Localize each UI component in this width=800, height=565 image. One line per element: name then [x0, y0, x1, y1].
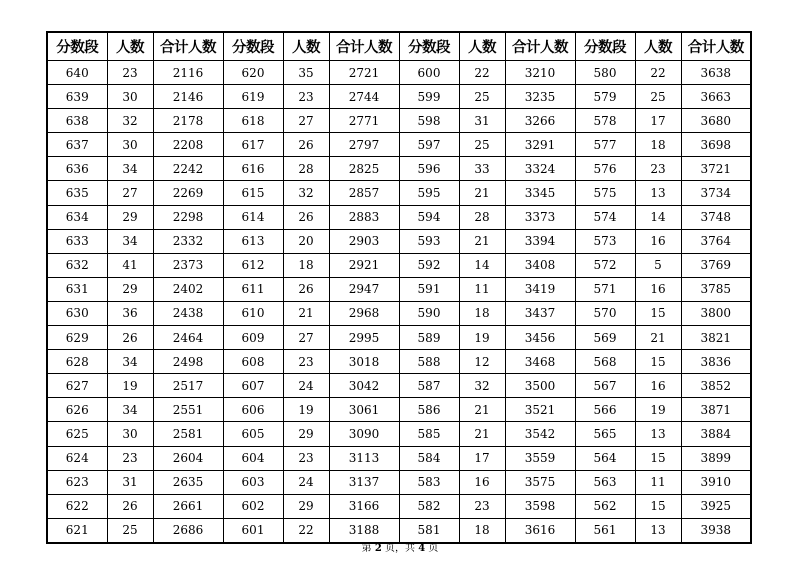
table-cell-score-range: 605	[223, 422, 283, 446]
table-row	[47, 133, 751, 157]
table-cell-count: 19	[107, 374, 153, 398]
table-cell-count: 31	[107, 470, 153, 494]
table-cell-count: 34	[107, 350, 153, 374]
table-cell-cumulative-count: 2517	[153, 374, 223, 398]
table-cell-count: 32	[283, 181, 329, 205]
column-header-score-range: 分数段	[575, 32, 635, 61]
table-cell-count: 31	[459, 109, 505, 133]
column-header-cumulative-count: 合计人数	[329, 32, 399, 61]
table-cell-score-range: 623	[47, 470, 107, 494]
table-cell-count: 30	[107, 133, 153, 157]
footer-page-number: 2	[374, 543, 382, 554]
column-header-cumulative-count: 合计人数	[153, 32, 223, 61]
table-cell-count: 23	[283, 446, 329, 470]
table-cell-count: 15	[635, 446, 681, 470]
table-cell-score-range: 601	[223, 518, 283, 543]
table-cell-cumulative-count: 2298	[153, 205, 223, 229]
table-row	[47, 301, 751, 325]
table-cell-count: 41	[107, 253, 153, 277]
table-cell-count: 36	[107, 301, 153, 325]
table-cell-score-range: 588	[399, 350, 459, 374]
table-cell-score-range: 628	[47, 350, 107, 374]
table-cell-cumulative-count: 3113	[329, 446, 399, 470]
table-cell-cumulative-count: 3785	[681, 277, 751, 301]
table-cell-cumulative-count: 3018	[329, 350, 399, 374]
table-cell-cumulative-count: 2921	[329, 253, 399, 277]
footer-total-pages: 4	[418, 543, 426, 554]
table-cell-count: 21	[459, 181, 505, 205]
table-cell-cumulative-count: 3871	[681, 398, 751, 422]
table-cell-score-range: 630	[47, 301, 107, 325]
table-row	[47, 374, 751, 398]
table-cell-cumulative-count: 2269	[153, 181, 223, 205]
table-cell-cumulative-count: 3899	[681, 446, 751, 470]
table-cell-count: 17	[635, 109, 681, 133]
table-cell-count: 29	[107, 277, 153, 301]
table-cell-cumulative-count: 3598	[505, 494, 575, 518]
column-header-score-range: 分数段	[399, 32, 459, 61]
table-cell-count: 22	[635, 61, 681, 85]
table-cell-count: 5	[635, 253, 681, 277]
table-cell-cumulative-count: 3764	[681, 229, 751, 253]
table-cell-count: 16	[635, 374, 681, 398]
table-cell-score-range: 571	[575, 277, 635, 301]
table-row	[47, 350, 751, 374]
table-cell-cumulative-count: 2635	[153, 470, 223, 494]
table-cell-score-range: 633	[47, 229, 107, 253]
table-cell-score-range: 604	[223, 446, 283, 470]
table-cell-cumulative-count: 3698	[681, 133, 751, 157]
table-cell-count: 17	[459, 446, 505, 470]
table-cell-score-range: 603	[223, 470, 283, 494]
table-cell-score-range: 637	[47, 133, 107, 157]
table-cell-count: 26	[107, 494, 153, 518]
table-cell-score-range: 610	[223, 301, 283, 325]
table-cell-cumulative-count: 2995	[329, 326, 399, 350]
table-cell-cumulative-count: 3734	[681, 181, 751, 205]
table-cell-count: 25	[459, 85, 505, 109]
table-cell-cumulative-count: 2661	[153, 494, 223, 518]
table-cell-score-range: 584	[399, 446, 459, 470]
table-cell-score-range: 615	[223, 181, 283, 205]
table-row	[47, 446, 751, 470]
table-cell-cumulative-count: 3468	[505, 350, 575, 374]
table-cell-cumulative-count: 3210	[505, 61, 575, 85]
table-cell-count: 22	[459, 61, 505, 85]
table-cell-cumulative-count: 2146	[153, 85, 223, 109]
table-row	[47, 253, 751, 277]
table-cell-score-range: 564	[575, 446, 635, 470]
table-cell-count: 26	[283, 205, 329, 229]
table-row	[47, 277, 751, 301]
table-row	[47, 494, 751, 518]
table-cell-count: 18	[635, 133, 681, 157]
table-cell-cumulative-count: 3800	[681, 301, 751, 325]
table-cell-count: 35	[283, 61, 329, 85]
table-cell-cumulative-count: 3373	[505, 205, 575, 229]
table-cell-score-range: 590	[399, 301, 459, 325]
column-header-score-range: 分数段	[47, 32, 107, 61]
table-cell-cumulative-count: 3324	[505, 157, 575, 181]
table-cell-cumulative-count: 2968	[329, 301, 399, 325]
table-cell-cumulative-count: 2825	[329, 157, 399, 181]
table-cell-count: 29	[283, 422, 329, 446]
table-cell-count: 22	[283, 518, 329, 543]
table-cell-count: 32	[107, 109, 153, 133]
table-cell-cumulative-count: 2332	[153, 229, 223, 253]
table-cell-score-range: 597	[399, 133, 459, 157]
table-cell-cumulative-count: 2581	[153, 422, 223, 446]
table-cell-count: 34	[107, 229, 153, 253]
table-cell-score-range: 580	[575, 61, 635, 85]
table-cell-score-range: 639	[47, 85, 107, 109]
table-cell-count: 23	[459, 494, 505, 518]
table-body	[47, 61, 751, 543]
table-row	[47, 398, 751, 422]
table-cell-cumulative-count: 3345	[505, 181, 575, 205]
table-cell-score-range: 602	[223, 494, 283, 518]
table-cell-cumulative-count: 3456	[505, 326, 575, 350]
table-cell-cumulative-count: 3721	[681, 157, 751, 181]
column-header-cumulative-count: 合计人数	[505, 32, 575, 61]
table-cell-score-range: 625	[47, 422, 107, 446]
table-cell-cumulative-count: 2903	[329, 229, 399, 253]
table-cell-count: 29	[283, 494, 329, 518]
table-header-row	[47, 32, 751, 61]
table-cell-cumulative-count: 3521	[505, 398, 575, 422]
table-cell-count: 27	[107, 181, 153, 205]
table-cell-score-range: 561	[575, 518, 635, 543]
table-cell-cumulative-count: 2402	[153, 277, 223, 301]
table-cell-count: 27	[283, 326, 329, 350]
table-cell-count: 18	[283, 253, 329, 277]
table-cell-cumulative-count: 3291	[505, 133, 575, 157]
table-cell-score-range: 572	[575, 253, 635, 277]
table-cell-score-range: 586	[399, 398, 459, 422]
table-cell-count: 23	[635, 157, 681, 181]
table-cell-count: 15	[635, 494, 681, 518]
table-row	[47, 470, 751, 494]
table-cell-score-range: 562	[575, 494, 635, 518]
table-cell-count: 21	[459, 422, 505, 446]
table-cell-count: 30	[107, 422, 153, 446]
table-cell-score-range: 619	[223, 85, 283, 109]
table-cell-cumulative-count: 3559	[505, 446, 575, 470]
table-cell-score-range: 581	[399, 518, 459, 543]
table-cell-score-range: 607	[223, 374, 283, 398]
table-row	[47, 109, 751, 133]
table-cell-score-range: 622	[47, 494, 107, 518]
table-cell-cumulative-count: 2116	[153, 61, 223, 85]
table-cell-cumulative-count: 3419	[505, 277, 575, 301]
table-cell-score-range: 621	[47, 518, 107, 543]
table-cell-cumulative-count: 3748	[681, 205, 751, 229]
table-cell-count: 24	[283, 374, 329, 398]
table-cell-count: 34	[107, 398, 153, 422]
table-cell-cumulative-count: 3166	[329, 494, 399, 518]
table-cell-cumulative-count: 3821	[681, 326, 751, 350]
table-cell-score-range: 606	[223, 398, 283, 422]
table-cell-score-range: 598	[399, 109, 459, 133]
table-cell-score-range: 596	[399, 157, 459, 181]
table-cell-count: 23	[107, 61, 153, 85]
table-cell-cumulative-count: 3680	[681, 109, 751, 133]
table-row	[47, 61, 751, 85]
table-cell-count: 11	[459, 277, 505, 301]
footer-suffix: 页	[428, 543, 439, 554]
table-cell-score-range: 565	[575, 422, 635, 446]
table-cell-count: 13	[635, 181, 681, 205]
table-cell-score-range: 613	[223, 229, 283, 253]
table-cell-count: 13	[635, 518, 681, 543]
column-header-count: 人数	[459, 32, 505, 61]
table-cell-score-range: 587	[399, 374, 459, 398]
table-cell-score-range: 594	[399, 205, 459, 229]
table-cell-cumulative-count: 3663	[681, 85, 751, 109]
table-cell-score-range: 592	[399, 253, 459, 277]
table-cell-cumulative-count: 3884	[681, 422, 751, 446]
table-cell-cumulative-count: 3090	[329, 422, 399, 446]
table-cell-count: 12	[459, 350, 505, 374]
table-cell-score-range: 624	[47, 446, 107, 470]
score-distribution-sheet	[46, 31, 752, 544]
score-distribution-table	[46, 31, 752, 544]
table-cell-score-range: 599	[399, 85, 459, 109]
table-cell-cumulative-count: 3500	[505, 374, 575, 398]
table-cell-count: 26	[283, 277, 329, 301]
table-cell-score-range: 629	[47, 326, 107, 350]
table-cell-score-range: 609	[223, 326, 283, 350]
table-cell-score-range: 568	[575, 350, 635, 374]
table-cell-cumulative-count: 2883	[329, 205, 399, 229]
table-cell-cumulative-count: 3616	[505, 518, 575, 543]
table-cell-cumulative-count: 2857	[329, 181, 399, 205]
table-cell-score-range: 570	[575, 301, 635, 325]
table-cell-count: 25	[635, 85, 681, 109]
table-cell-score-range: 620	[223, 61, 283, 85]
table-cell-cumulative-count: 2721	[329, 61, 399, 85]
table-cell-cumulative-count: 3061	[329, 398, 399, 422]
table-cell-cumulative-count: 2464	[153, 326, 223, 350]
table-cell-count: 21	[459, 229, 505, 253]
table-row	[47, 326, 751, 350]
table-cell-score-range: 627	[47, 374, 107, 398]
footer-middle: 页，共	[385, 543, 415, 554]
table-cell-score-range: 640	[47, 61, 107, 85]
table-cell-count: 30	[107, 85, 153, 109]
table-cell-cumulative-count: 2498	[153, 350, 223, 374]
footer-prefix: 第	[361, 543, 372, 554]
table-cell-score-range: 612	[223, 253, 283, 277]
table-cell-score-range: 600	[399, 61, 459, 85]
table-cell-cumulative-count: 2797	[329, 133, 399, 157]
table-cell-cumulative-count: 2744	[329, 85, 399, 109]
table-row	[47, 157, 751, 181]
table-cell-score-range: 617	[223, 133, 283, 157]
table-cell-score-range: 608	[223, 350, 283, 374]
table-cell-count: 23	[283, 350, 329, 374]
table-cell-cumulative-count: 3836	[681, 350, 751, 374]
table-cell-cumulative-count: 2242	[153, 157, 223, 181]
table-cell-score-range: 577	[575, 133, 635, 157]
table-cell-score-range: 567	[575, 374, 635, 398]
table-cell-count: 21	[283, 301, 329, 325]
table-cell-score-range: 591	[399, 277, 459, 301]
column-header-score-range: 分数段	[223, 32, 283, 61]
table-cell-cumulative-count: 3769	[681, 253, 751, 277]
table-cell-count: 33	[459, 157, 505, 181]
table-cell-score-range: 595	[399, 181, 459, 205]
table-cell-cumulative-count: 3542	[505, 422, 575, 446]
table-row	[47, 205, 751, 229]
column-header-cumulative-count: 合计人数	[681, 32, 751, 61]
table-cell-score-range: 636	[47, 157, 107, 181]
table-cell-count: 18	[459, 301, 505, 325]
table-cell-score-range: 593	[399, 229, 459, 253]
table-cell-count: 15	[635, 301, 681, 325]
table-cell-count: 16	[635, 229, 681, 253]
table-cell-count: 20	[283, 229, 329, 253]
table-cell-count: 32	[459, 374, 505, 398]
table-cell-cumulative-count: 3925	[681, 494, 751, 518]
table-cell-cumulative-count: 3266	[505, 109, 575, 133]
table-cell-score-range: 566	[575, 398, 635, 422]
table-cell-count: 14	[635, 205, 681, 229]
table-cell-count: 16	[459, 470, 505, 494]
table-cell-cumulative-count: 3188	[329, 518, 399, 543]
column-header-count: 人数	[107, 32, 153, 61]
table-cell-count: 16	[635, 277, 681, 301]
table-cell-score-range: 573	[575, 229, 635, 253]
table-cell-score-range: 618	[223, 109, 283, 133]
table-row	[47, 181, 751, 205]
table-cell-cumulative-count: 3852	[681, 374, 751, 398]
table-cell-score-range: 616	[223, 157, 283, 181]
table-cell-score-range: 638	[47, 109, 107, 133]
table-cell-count: 19	[635, 398, 681, 422]
table-cell-count: 21	[635, 326, 681, 350]
table-cell-cumulative-count: 3042	[329, 374, 399, 398]
column-header-count: 人数	[283, 32, 329, 61]
table-cell-cumulative-count: 2208	[153, 133, 223, 157]
table-cell-score-range: 635	[47, 181, 107, 205]
table-cell-count: 23	[107, 446, 153, 470]
table-cell-score-range: 563	[575, 470, 635, 494]
table-cell-cumulative-count: 3638	[681, 61, 751, 85]
table-cell-count: 24	[283, 470, 329, 494]
table-cell-score-range: 575	[575, 181, 635, 205]
table-cell-count: 19	[459, 326, 505, 350]
table-cell-count: 34	[107, 157, 153, 181]
table-cell-count: 19	[283, 398, 329, 422]
table-cell-count: 14	[459, 253, 505, 277]
table-cell-cumulative-count: 3910	[681, 470, 751, 494]
table-cell-score-range: 576	[575, 157, 635, 181]
table-cell-count: 25	[107, 518, 153, 543]
table-cell-count: 27	[283, 109, 329, 133]
table-cell-count: 29	[107, 205, 153, 229]
table-cell-count: 11	[635, 470, 681, 494]
table-cell-cumulative-count: 3394	[505, 229, 575, 253]
table-cell-cumulative-count: 3437	[505, 301, 575, 325]
table-cell-score-range: 634	[47, 205, 107, 229]
table-cell-cumulative-count: 3408	[505, 253, 575, 277]
page-footer	[0, 539, 800, 554]
table-cell-cumulative-count: 3137	[329, 470, 399, 494]
table-cell-score-range: 578	[575, 109, 635, 133]
table-cell-cumulative-count: 3575	[505, 470, 575, 494]
table-cell-cumulative-count: 3235	[505, 85, 575, 109]
table-cell-cumulative-count: 2604	[153, 446, 223, 470]
table-cell-cumulative-count: 2438	[153, 301, 223, 325]
column-header-count: 人数	[635, 32, 681, 61]
table-cell-cumulative-count: 2686	[153, 518, 223, 543]
table-cell-count: 23	[283, 85, 329, 109]
table-cell-score-range: 611	[223, 277, 283, 301]
table-row	[47, 229, 751, 253]
table-cell-count: 26	[283, 133, 329, 157]
table-cell-score-range: 583	[399, 470, 459, 494]
table-cell-score-range: 632	[47, 253, 107, 277]
table-cell-cumulative-count: 2178	[153, 109, 223, 133]
table-cell-score-range: 626	[47, 398, 107, 422]
table-cell-score-range: 569	[575, 326, 635, 350]
table-cell-cumulative-count: 2771	[329, 109, 399, 133]
table-row	[47, 85, 751, 109]
table-cell-cumulative-count: 2551	[153, 398, 223, 422]
table-cell-score-range: 614	[223, 205, 283, 229]
table-cell-score-range: 579	[575, 85, 635, 109]
table-cell-count: 28	[283, 157, 329, 181]
table-cell-score-range: 574	[575, 205, 635, 229]
table-cell-score-range: 589	[399, 326, 459, 350]
table-cell-cumulative-count: 2373	[153, 253, 223, 277]
table-cell-count: 13	[635, 422, 681, 446]
table-cell-score-range: 631	[47, 277, 107, 301]
table-cell-count: 15	[635, 350, 681, 374]
table-cell-count: 18	[459, 518, 505, 543]
table-cell-score-range: 585	[399, 422, 459, 446]
table-cell-score-range: 582	[399, 494, 459, 518]
table-cell-count: 26	[107, 326, 153, 350]
table-cell-cumulative-count: 3938	[681, 518, 751, 543]
table-cell-count: 25	[459, 133, 505, 157]
table-cell-count: 21	[459, 398, 505, 422]
table-cell-cumulative-count: 2947	[329, 277, 399, 301]
table-cell-count: 28	[459, 205, 505, 229]
table-row	[47, 422, 751, 446]
